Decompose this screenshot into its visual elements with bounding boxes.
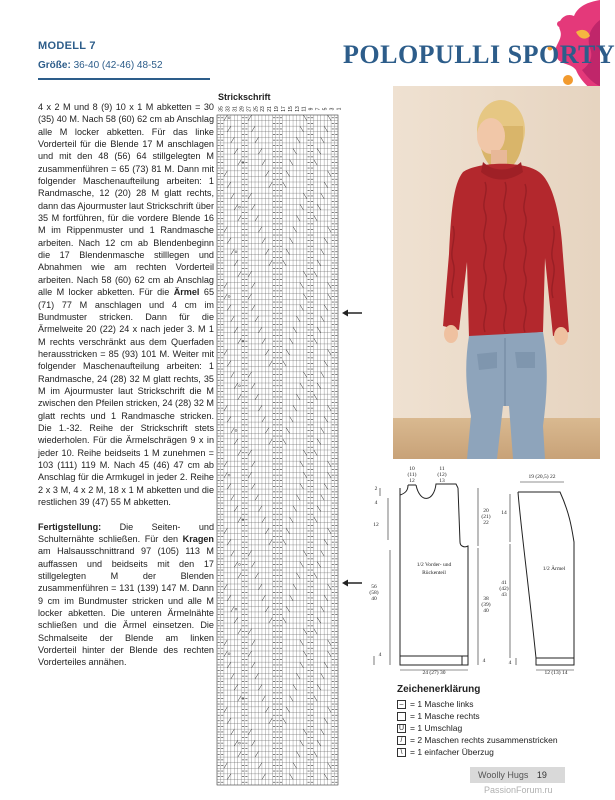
dim-sleeve-cuff: 12 (13) 14 — [544, 670, 568, 676]
dim-arm-a2: (21) — [481, 514, 491, 520]
legend-item-ssk — [397, 746, 494, 758]
page-number: 19 — [536, 770, 547, 780]
chart-column-number: 23 — [260, 106, 267, 112]
watermark: PassionForum.ru — [484, 785, 553, 795]
chart-column-number: 5 — [322, 107, 329, 111]
dim-top-left: 2 — [374, 486, 378, 492]
dim-total-a: 56 — [371, 584, 377, 590]
finishing-text-2: am Halsausschnittrand 97 (105) 113 M auffassen und beidseits mit den 17 stillgelegten M der Blenden zusammenführen = 131 (139) 147 M. Dann 9 cm im Bundmuster stricken und alle M locker abketten. Die unteren Ärmelnähte schließen und die Ärmel einsetzen. Die Schmalseite der Blende am linken Vorderteil hinter der Blende des rechten Vorderteiles annähen. — [38, 546, 214, 668]
chart-arrow-upper — [342, 308, 362, 318]
legend-item-knit — [397, 710, 480, 722]
dim-sleeve-cap: 14 — [501, 510, 507, 516]
chart-column-number: 3 — [329, 107, 336, 111]
model-photo — [393, 86, 600, 459]
instructions-text-1: 4 x 2 M und 8 (9) 10 x 1 M abketten = 30 (35) 40 M. Nach 58 (60) 62 cm ab Anschlag alle M locker abketten. Für das linke Vorderteil für die Blende 17 M anschlagen und mit den 48 (56) 64 stillgelegten M zusammenführen = 65 (73) 81 M. Dann mit folgender Maschenaufteilung arbeiten: 1 Randmasche, 12 (20) 28 M glatt rechts, dann das Ajourmuster laut Strickschrift über 35 M fortführen, für die vordere Blende 16 M im Rippenmuster und 1 Randmasche arbeiten. Nach 12 cm ab Blendenbeginn die 17 Blendenmasche stilllegen und Abnahmen wie am rechten Vorderteil arbeiten. Nach 58 (60) 62 cm ab Anschlag alle M locker abketten. Für die — [38, 102, 214, 298]
footer-page-info — [478, 770, 547, 780]
legend-title: Zeichenerklärung — [397, 684, 481, 695]
instructions-column — [38, 101, 214, 681]
finishing-text-1: Die Seiten- und Schulternähte schließen. Für den — [38, 521, 214, 545]
sleeve-heading: Ärmel — [173, 287, 200, 298]
chart-title: Strickschrift — [218, 92, 271, 102]
chart-column-number: 13 — [294, 106, 301, 112]
k2tog-symbol-icon: / — [397, 736, 406, 745]
dim-sleeve-length3: 43 — [501, 592, 507, 598]
dim-body-a3: 40 — [483, 608, 489, 614]
knitting-chart-grid — [217, 103, 343, 785]
dim-body-a2: (39) — [481, 602, 491, 608]
legend-item-text: = 2 Maschen rechts zusammenstricken — [410, 735, 558, 745]
dim-rib-right: 4 — [482, 658, 486, 664]
chart-column-number: 21 — [267, 106, 274, 112]
legend-item-purl — [397, 698, 474, 710]
chart-column-number: 19 — [274, 106, 281, 112]
legend-item-text: = 1 Umschlag — [410, 723, 463, 733]
legend-item-text: = 1 Masche links — [410, 699, 474, 709]
dim-sleeve-length2: (42) — [499, 586, 509, 592]
legend-item-text: = 1 Masche rechts — [410, 711, 480, 721]
chart-column-number: 25 — [253, 106, 260, 112]
knit-symbol-icon — [397, 712, 406, 721]
chart-column-number: 11 — [301, 106, 308, 112]
dim-body-a: 38 — [483, 596, 489, 602]
instructions-text-2: 65 (71) 77 M anschlagen und 4 cm im Bundmuster stricken. Dann für die Ärmelweite 20 (22) 24 x nach jeder 3. M 1 M rechts verschränkt aus dem Querfaden herausstricken = 85 (93) 101 M. Weiter mit folgender Maschenaufteilung arbeiten: 1 Randmasche, 24 (28) 32 M glatt rechts, 35 M im Ajourmuster laut Strickschrift die M zwischen den Pfeilen stricken, 24 (28) 32 M glatt rechts und 1 Randmasche stricken. Die 1.-32. Reihe der Strickschrift stets wiederholen. Für die Ärmelschrägen 9 x in jeder 10. Reihe beidseits 1 M zunehmen = 103 (111) 119 M. Nach 45 (46) 47 cm ab Anschlag für die Armkugel in jeder 2. Reihe 2 x 3 M, 4 x 2 M, 18 x 1 M abketten und die restlichen 39 (47) 55 M abketten. — [38, 287, 215, 507]
front-back-label-1: 1/2 Vorder- und — [416, 562, 452, 568]
purl-symbol-icon: – — [397, 700, 406, 709]
chart-column-number: 33 — [225, 106, 232, 112]
dim-arm-a: 20 — [483, 508, 489, 514]
ssk-symbol-icon: \ — [397, 748, 406, 757]
header-divider — [38, 78, 210, 80]
dim-width: 24 (27) 30 — [422, 670, 446, 676]
magazine-name: Woolly Hugs — [478, 770, 529, 780]
legend-item-yarnover — [397, 722, 462, 734]
chart-arrow-lower — [342, 578, 362, 588]
chart-column-number: 7 — [315, 107, 322, 111]
dim-rib-left: 4 — [378, 652, 382, 658]
chart-column-number: 35 — [218, 106, 225, 112]
chart-column-number: 1 — [336, 107, 343, 111]
chart-column-number: 27 — [246, 106, 253, 112]
legend-item-text: = 1 einfacher Überzug — [410, 747, 494, 757]
instructions-paragraph-1 — [38, 101, 214, 508]
legend-item-k2tog — [397, 734, 558, 746]
dim-total-a2: (58) — [369, 590, 379, 596]
page-title: POLOPULLI SPORTY — [343, 40, 615, 69]
dim-top-left2: 4 — [374, 500, 378, 506]
sleeve-label: 1/2 Ärmel — [542, 566, 566, 572]
chart-column-number: 29 — [239, 106, 246, 112]
instructions-paragraph-2 — [38, 521, 214, 669]
size-line — [38, 60, 163, 71]
chart-column-number: 9 — [308, 107, 315, 111]
dim-total-a3: 40 — [371, 596, 377, 602]
dim-neck-a: 10 — [409, 466, 415, 472]
chart-column-number: 17 — [280, 106, 287, 112]
size-label: Größe: — [38, 60, 71, 71]
dim-sleeve-rib: 4 — [508, 660, 512, 666]
dim-sleeve-length: 41 — [501, 580, 507, 586]
size-value: 36-40 (42-46) 48-52 — [73, 60, 163, 71]
front-back-outline — [400, 488, 462, 665]
yarnover-symbol-icon: U — [398, 724, 405, 732]
dim-shoulder-a2: (12) — [437, 472, 447, 478]
collar-heading: Kragen — [182, 534, 214, 545]
dim-neck-a2: (11) — [407, 472, 417, 478]
finishing-heading: Fertigstellung: — [38, 521, 102, 532]
dim-sleeve-top: 19 (20,5) 22 — [528, 474, 556, 480]
dim-arm-a3: 22 — [483, 520, 489, 526]
knitting-chart — [217, 103, 343, 785]
pattern-schema — [360, 460, 600, 675]
dim-neck-a3: 12 — [409, 478, 415, 484]
dim-neck-depth: 12 — [373, 522, 379, 528]
chart-cells — [217, 115, 338, 785]
dim-shoulder-a3: 13 — [439, 478, 445, 484]
front-back-label-2: Rückenteil — [422, 570, 446, 576]
chart-column-number: 31 — [232, 106, 239, 112]
dim-shoulder-a: 11 — [439, 466, 445, 472]
model-label: MODELL 7 — [38, 40, 96, 52]
chart-column-number: 15 — [287, 106, 294, 112]
